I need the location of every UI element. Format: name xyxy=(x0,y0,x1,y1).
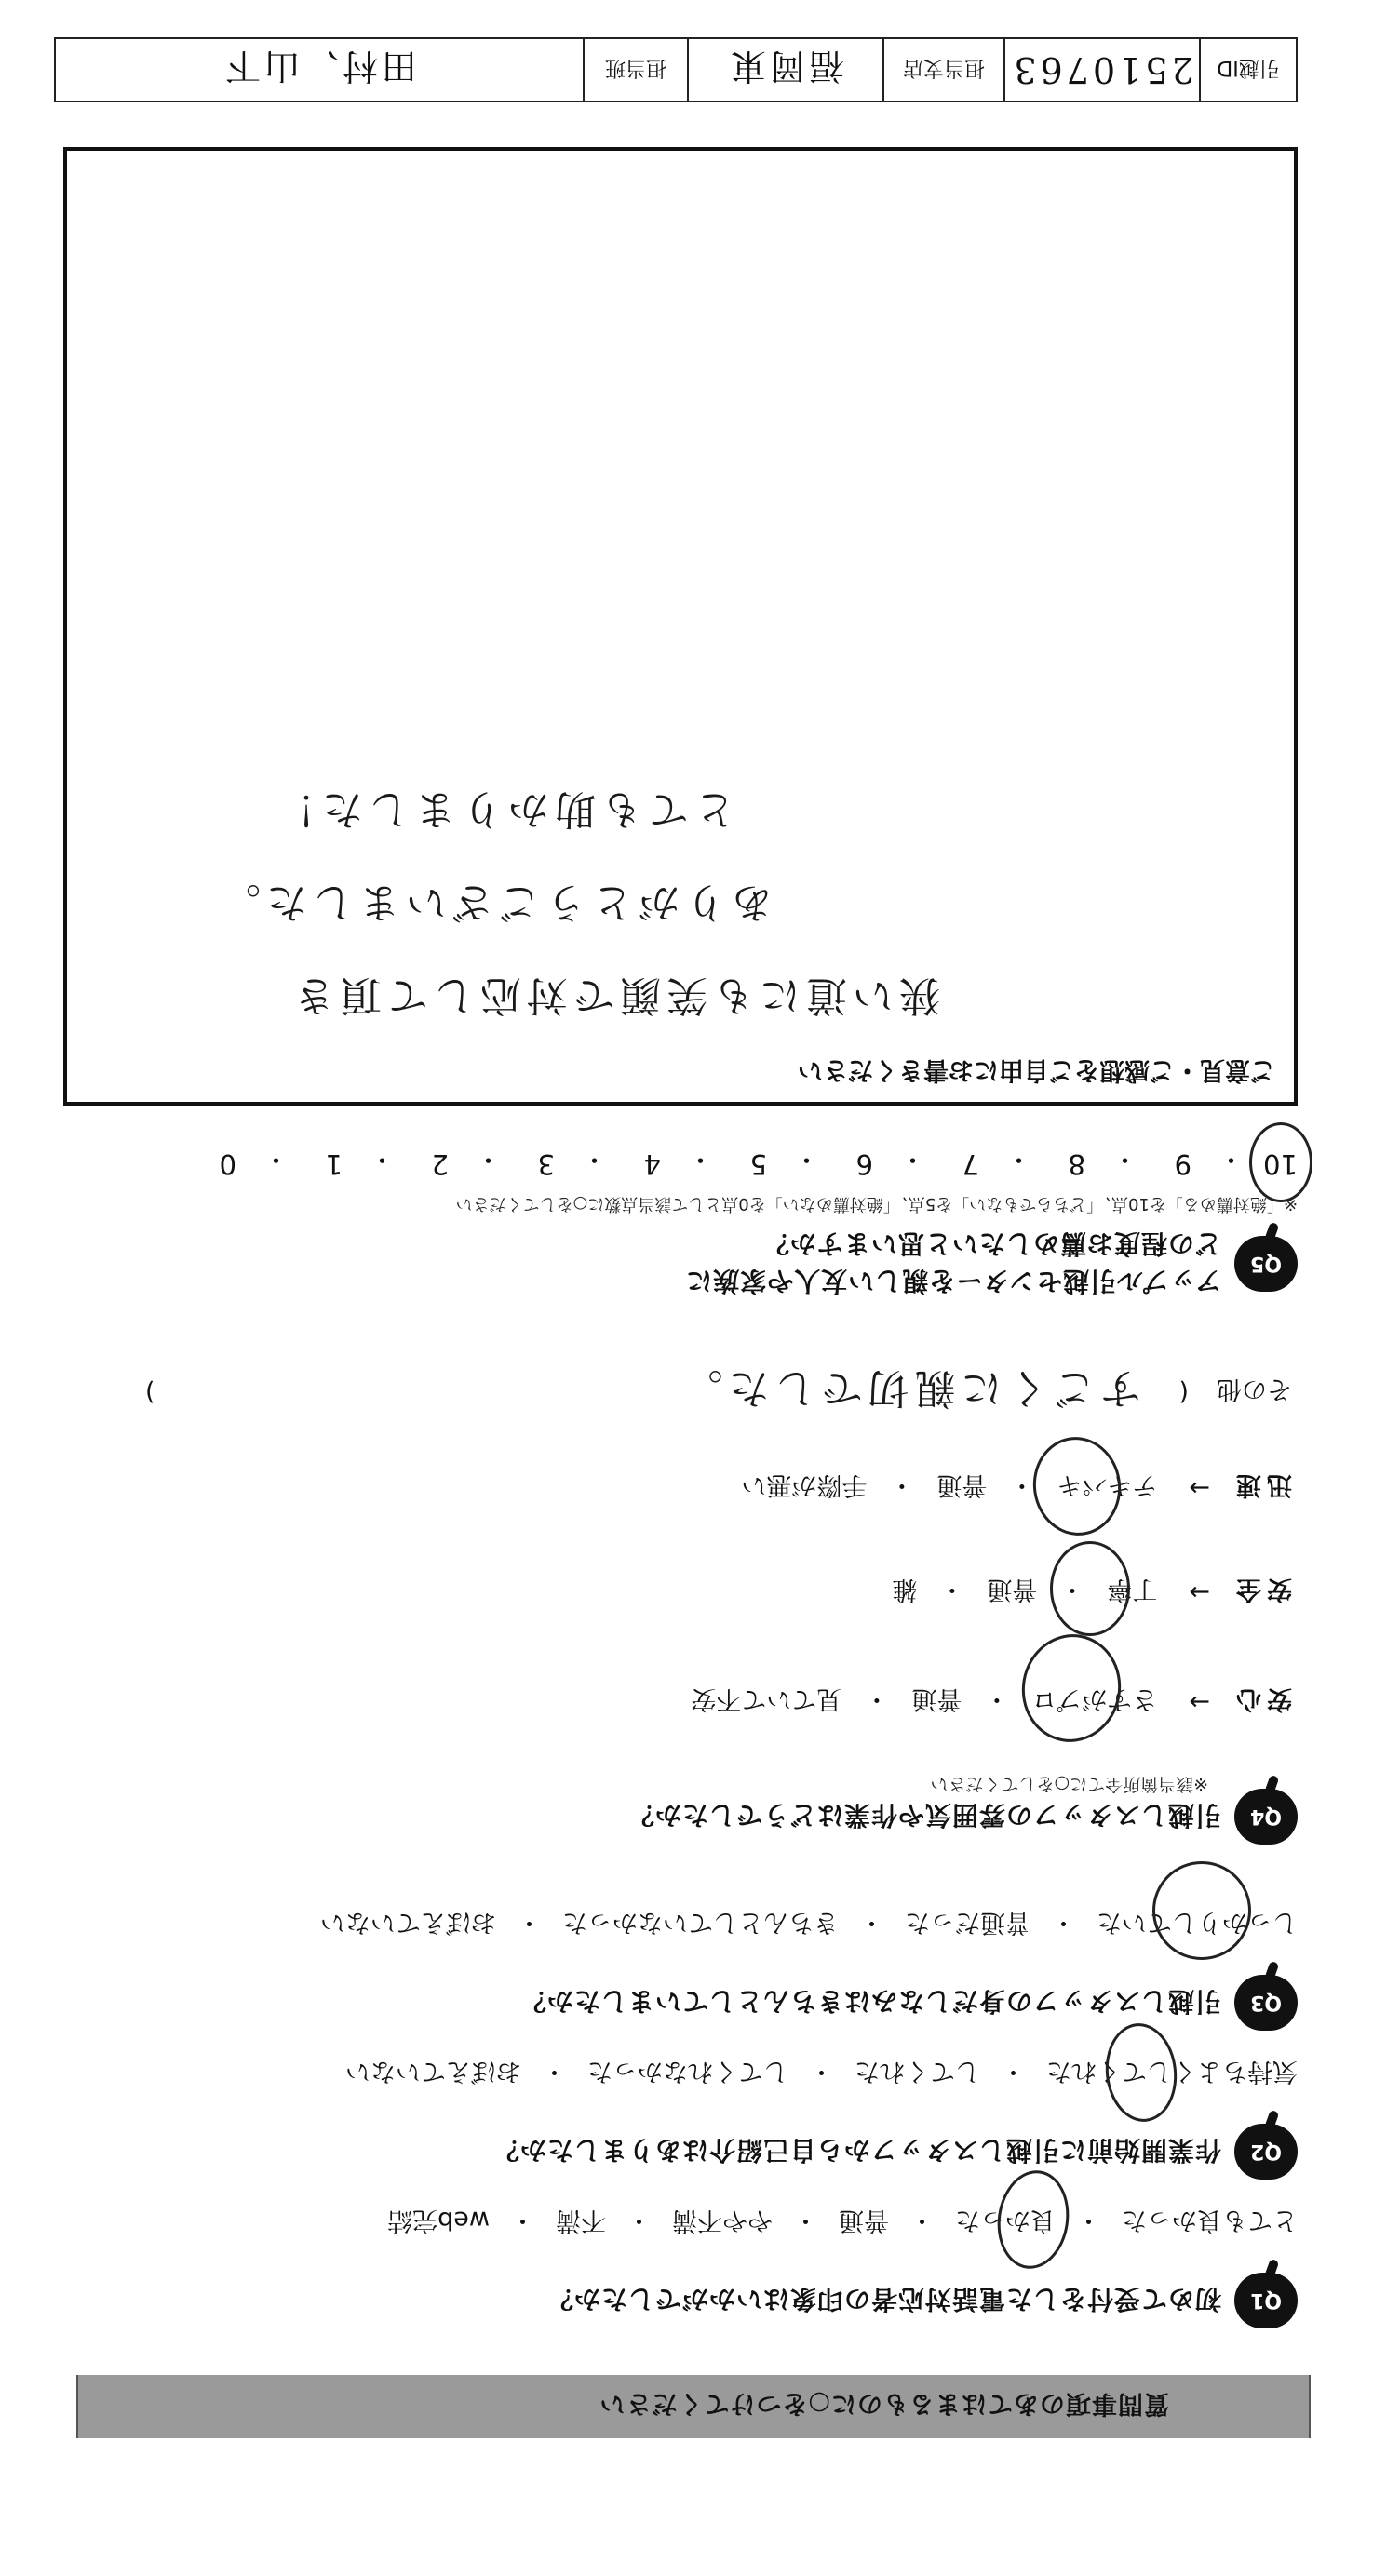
scale-dot: ・ xyxy=(1004,1144,1032,1175)
q3-option[interactable]: 普通だった xyxy=(905,1908,1030,1937)
move-id-value[interactable]: 2510763 xyxy=(1003,39,1199,101)
comment-line-1: 狭い道にも笑顔で対応して頂き xyxy=(289,972,940,1019)
q3-text: 引越しスタッフの身だしなみはきちんとしていましたか？ xyxy=(518,1986,1221,2017)
q1-options: とても良かった ・ 良かった ・ 普通 ・ やや不満 ・ 不満 ・ web完結 xyxy=(387,2205,1298,2241)
score-option[interactable]: 3 xyxy=(537,1148,555,1180)
q1-badge: Q1 xyxy=(1234,2273,1298,2328)
q1-option[interactable]: web完結 xyxy=(387,2206,490,2234)
q3-option[interactable]: おぼえていない xyxy=(320,1908,496,1937)
q3-option[interactable]: きちんとしていなかった xyxy=(562,1908,839,1937)
q3-options: しっかりしていた ・ 普通だった ・ きちんとしていなかった ・ おぼえていない xyxy=(320,1907,1298,1943)
arrow-icon: → xyxy=(1189,1473,1210,1502)
branch-value[interactable]: 福岡東 xyxy=(687,39,882,101)
q2-option[interactable]: してくれなかった xyxy=(587,2057,788,2086)
score-option[interactable]: 4 xyxy=(643,1148,661,1180)
q4-row-label: 安全 xyxy=(1231,1575,1292,1603)
q1-option[interactable]: 普通 xyxy=(839,2206,889,2234)
q2-badge: Q2 xyxy=(1234,2124,1298,2180)
q5-badge: Q5 xyxy=(1234,1236,1298,1292)
q4-other-close: ) xyxy=(144,1377,155,1407)
q1-text: 初めて受付をした電話対応者の印象はいかがでしたか？ xyxy=(545,2284,1221,2314)
instruction-band: 質問事項のあてはまるものに○をつけてください xyxy=(76,2375,1311,2438)
q4-other-open: ( xyxy=(1178,1377,1189,1407)
q4-note: ※該当箇所全てに○をしてください xyxy=(930,1774,1208,1794)
scale-dot: ・ xyxy=(262,1144,289,1175)
q4-row3-circle-mark xyxy=(1027,1431,1127,1541)
q4-option-selected[interactable]: さすがプロ xyxy=(1031,1684,1158,1713)
q5-scale xyxy=(183,1142,1298,1180)
question-5 xyxy=(685,1227,1298,1301)
q4-row-anzen: 安全 → 丁寧 ・ 普通 ・ 雑 xyxy=(892,1574,1292,1610)
q1-option[interactable]: やや不満 xyxy=(672,2206,773,2234)
scale-dot: ・ xyxy=(474,1144,502,1175)
q4-row-label: 安心 xyxy=(1231,1684,1292,1713)
score-option[interactable]: 5 xyxy=(749,1148,767,1180)
q4-row-label: 迅速 xyxy=(1231,1470,1292,1499)
q4-option[interactable]: 普通 xyxy=(936,1470,988,1499)
q4-other-handwriting[interactable]: すごくに親切でした。 xyxy=(676,1364,1142,1412)
q4-option[interactable]: 手際が悪い xyxy=(741,1470,868,1499)
q4-option-selected[interactable]: 丁寧 xyxy=(1107,1575,1158,1603)
q2-option[interactable]: おぼえていない xyxy=(345,2057,521,2086)
question-2 xyxy=(492,2124,1298,2180)
scale-dot: ・ xyxy=(686,1144,714,1175)
move-id-label: 引越ID xyxy=(1199,39,1296,101)
score-option[interactable]: 1 xyxy=(325,1148,343,1180)
q4-other-row xyxy=(145,1362,1292,1422)
staff-info-table xyxy=(54,37,1298,102)
q4-row2-circle-mark xyxy=(1050,1541,1130,1636)
q1-option-selected[interactable]: 良かった xyxy=(955,2205,1056,2241)
q4-option[interactable]: 普通 xyxy=(987,1575,1038,1603)
q4-text: 引越しスタッフの雰囲気や作業はどうでしたか？ xyxy=(626,1800,1221,1831)
q2-text: 作業開始前に引越しスタッフから自己紹介はありましたか？ xyxy=(491,2135,1221,2166)
arrow-icon: → xyxy=(1189,1577,1210,1606)
q3-badge: Q3 xyxy=(1234,1975,1298,2031)
q4-option[interactable]: 普通 xyxy=(911,1684,962,1713)
comments-heading: ご意見・ご感想をご自由にお書きください xyxy=(798,1055,1275,1084)
q2-option[interactable]: してくれた xyxy=(855,2057,980,2086)
team-label: 担当班 xyxy=(583,39,687,101)
q4-option[interactable]: 雑 xyxy=(892,1575,918,1603)
q2-circle-mark xyxy=(1101,2019,1182,2125)
score-option[interactable]: 8 xyxy=(1068,1148,1085,1180)
q4-option-selected[interactable]: テキパキ xyxy=(1057,1470,1158,1499)
score-option[interactable]: 7 xyxy=(962,1148,979,1180)
score-option[interactable]: 6 xyxy=(855,1148,873,1180)
q4-row-jinsoku: 迅速 → テキパキ ・ 普通 ・ 手際が悪い xyxy=(741,1469,1292,1506)
q4-row1-circle-mark xyxy=(1014,1627,1130,1751)
q4-badge: Q4 xyxy=(1234,1789,1298,1845)
q3-option-selected[interactable]: しっかりしていた xyxy=(1097,1908,1298,1937)
scale-dot: ・ xyxy=(1217,1144,1245,1175)
score-option[interactable]: 2 xyxy=(431,1148,449,1180)
comments-box[interactable] xyxy=(63,147,1298,1106)
question-1 xyxy=(546,2273,1298,2328)
q2-options: 気持ちよくしてくれた ・ してくれた ・ してくれなかった ・ おぼえていない xyxy=(345,2056,1298,2092)
q4-option[interactable]: 見ていて不安 xyxy=(691,1684,842,1713)
q5-text-line2: どの程度お薦めしたいと思いますか？ xyxy=(761,1228,1221,1259)
q1-option[interactable]: とても良かった xyxy=(1122,2206,1298,2234)
q1-option[interactable]: 不満 xyxy=(556,2206,606,2234)
scale-dot: ・ xyxy=(898,1144,926,1175)
q2-option-selected[interactable]: 気持ちよくしてくれた xyxy=(1046,2057,1298,2086)
q5-text-line1: アップル引越センターを親しい友人や家族に xyxy=(685,1266,1221,1296)
score-option[interactable]: 0 xyxy=(219,1148,236,1180)
comment-line-2: ありがとうございました。 xyxy=(214,879,773,926)
scale-dot: ・ xyxy=(1111,1144,1138,1175)
branch-label: 担当支店 xyxy=(882,39,1003,101)
scale-dot: ・ xyxy=(368,1144,396,1175)
scale-dot: ・ xyxy=(580,1144,608,1175)
scale-dot: ・ xyxy=(792,1144,820,1175)
score-option[interactable]: 9 xyxy=(1174,1148,1191,1180)
q4-row-anshin: 安心 → さすがプロ ・ 普通 ・ 見ていて不安 xyxy=(691,1684,1292,1720)
score-option-selected[interactable]: 10 xyxy=(1245,1142,1298,1180)
q3-circle-mark xyxy=(1152,1861,1251,1960)
comment-line-3: とても助かりました！ xyxy=(270,785,735,833)
arrow-icon: → xyxy=(1189,1687,1210,1716)
team-value[interactable]: 田村、山下 xyxy=(222,46,418,87)
q5-note: ※「絶対薦める」を10点、「どちらでもない」を5点、「絶対薦めない」を0点として該当点数に○をしてください xyxy=(455,1194,1298,1214)
question-3 xyxy=(519,1975,1298,2031)
q5-text-block xyxy=(685,1227,1221,1301)
q4-other-label: その他 xyxy=(1217,1375,1292,1404)
